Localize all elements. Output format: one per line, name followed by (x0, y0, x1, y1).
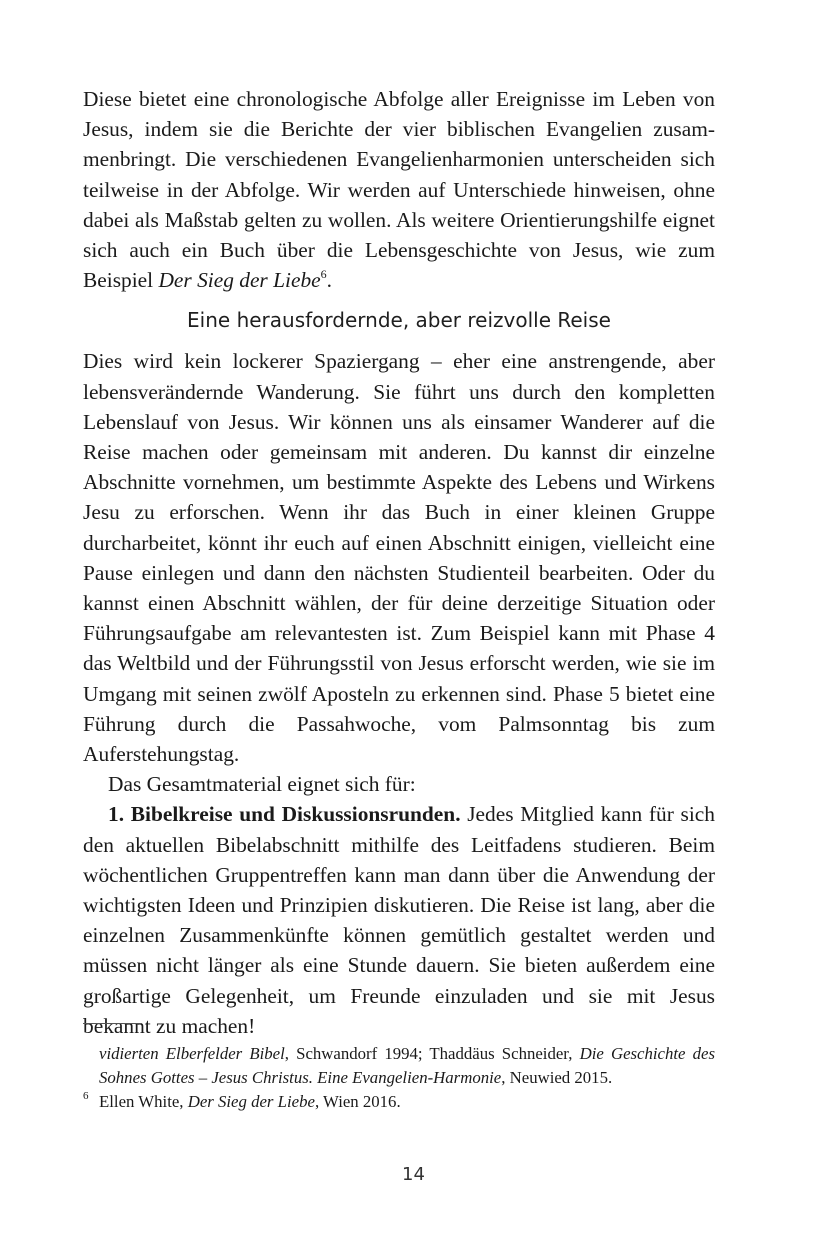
intro-paragraph (83, 84, 715, 295)
footnote-title-2: Die Geschichte des Sohnes Gottes – Jesus Christus. Eine Evangelien-Harmonie (99, 1044, 716, 1088)
paragraph-2: Das Gesamtmaterial eignet sich für: (108, 772, 416, 797)
footnote-divider (83, 1023, 142, 1024)
page-number: 14 (402, 1164, 425, 1185)
footnotes (83, 1042, 715, 1115)
paragraph-1: Dies wird kein lockerer Spaziergang – eher eine anstrengende, aber lebensverändernde Wanderung. Sie führt uns durch den kompletten Lebenslauf von Jesus. Wir können uns als einsamer Wanderer auf die Reise machen oder gemeinsam mit anderen. Du kannst dir einzelne Abschnitte vornehmen, um bestimmte Aspekte des Lebens und Wirkens Jesu zu erforschen. Wenn ihr das Buch in einer kleinen Gruppe durcharbeitet, könnt ihr euch auf einen Abschnitt einigen, vielleicht eine Pause einlegen und dann den nächsten Studienteil bearbeiten. Oder du kannst einen Abschnitt wählen, der für deine derzeitige Situation oder Führungsaufgabe am relevantesten ist. Zum Beispiel kann mit Phase 4 das Weltbild und der Führungsstil von Jesus erforscht werden, wie sie im Umgang mit seinen zwölf Aposteln zu erkennen sind. Phase 5 bietet eine Führung durch die Passahwoche, vom Palmsonntag bis zum Auferstehungstag. (83, 349, 715, 767)
intro-text: Diese bietet eine chronologische Abfolge aller Ereignisse im Leben von Jesus, indem sie die Berichte der vier biblischen Evangelien zusammenbringt. Die verschiedenen Evangelienharmonien unterscheiden sich teilweise in der Abfolge. Wir werden auf Unterschiede hinweisen, ohne dabei als Maßstab gelten zu wollen. Als weitere Orientierungshilfe eignet sich auch ein Buch über die Lebensgeschichte von Jesus, wie zum Beispiel (83, 87, 715, 293)
main-text-block (83, 84, 715, 1041)
section-heading: Eine herausfordernde, aber reizvolle Reise (187, 308, 611, 333)
footnote-6-number: 6 (83, 1090, 89, 1103)
list-item-1 (83, 799, 715, 1041)
footnote-title-1: vidierten Elberfelder Bibel (99, 1044, 285, 1063)
list-item-1-text: Jedes Mitglied kann für sich den aktuellen Bibelabschnitt mithilfe des Leitfadens studieren. Beim wöchentlichen Gruppentreffen kann man dann über die Anwendung der wichtigsten Ideen und Prinzipien diskutieren. Die Reise ist lang, aber die einzelnen Zusammenkünfte können gemütlich gestaltet werden und müssen nicht länger als eine Stunde dauern. Sie bieten außerdem eine großartige Gelegenheit, um Freunde einzuladen und sie mit Jesus bekannt zu machen! (83, 802, 715, 1038)
footnote-6-author: Ellen White, (99, 1092, 188, 1112)
footnote-text-1: , Schwandorf 1994; Thaddäus Schneider, (284, 1044, 580, 1063)
section-body (83, 346, 715, 1041)
list-item-1-label: 1. Bibelkreise und Diskussionsrunden. (108, 802, 461, 827)
intro-text-end: . (326, 268, 332, 293)
footnote-ref[interactable]: 6 (320, 267, 327, 282)
footnote-continuation (83, 1042, 715, 1090)
footnote-text-2: , Neuwied 2015. (501, 1068, 613, 1088)
footnote-6-title: Der Sieg der Liebe (187, 1092, 315, 1112)
book-title: Der Sieg der Liebe (158, 268, 321, 293)
footnote-6-text: , Wien 2016. (314, 1092, 401, 1112)
footnote-6 (83, 1090, 715, 1114)
